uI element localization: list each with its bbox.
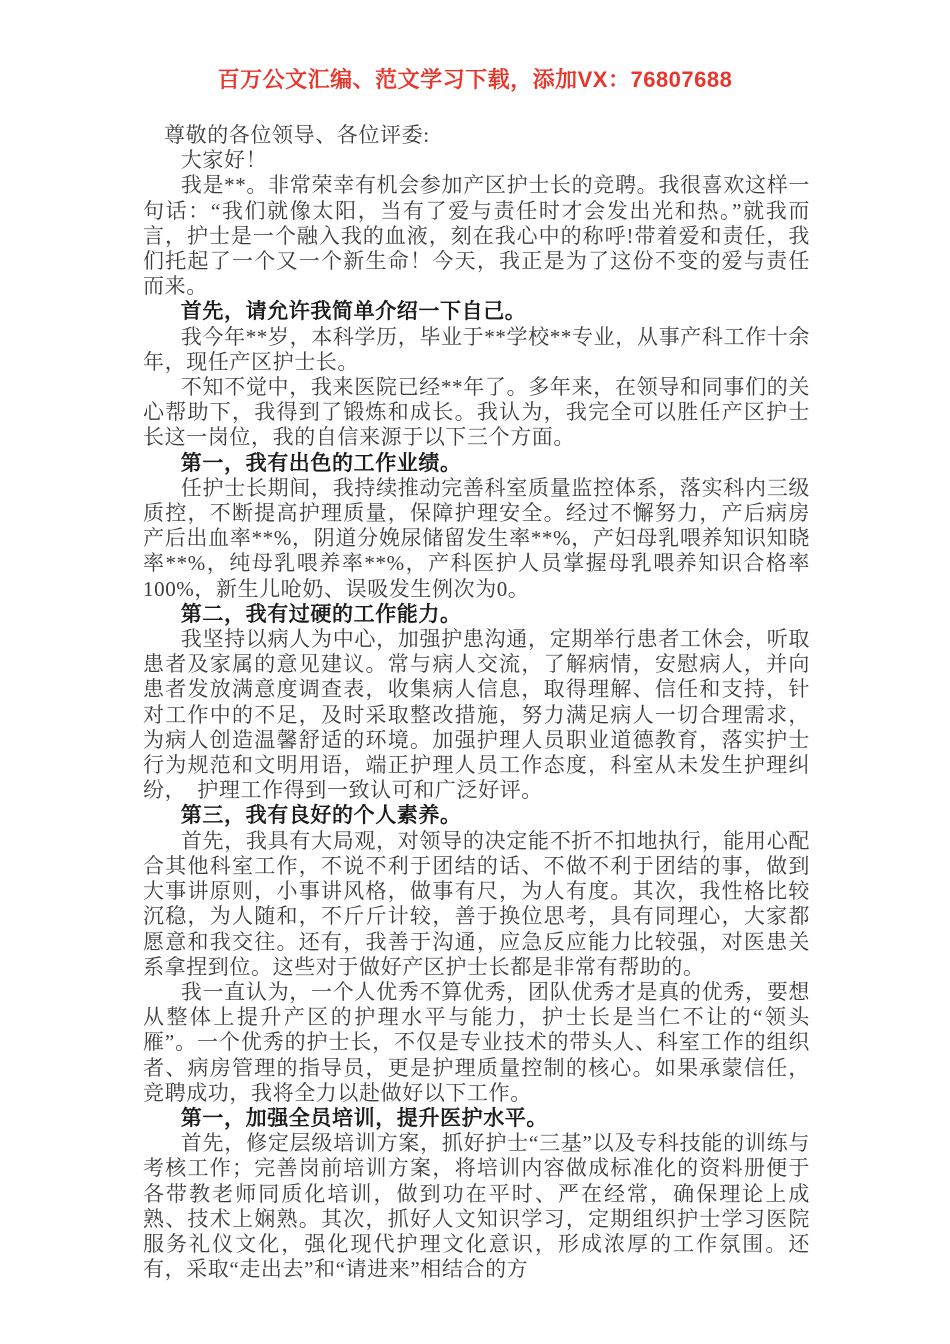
paragraph: 我今年**岁，本科学历，毕业于**学校**专业，从事产科工作十余年，现任产区护士长。 (143, 324, 810, 374)
paragraph: 首先，修定层级培训方案，抓好护士“三基”以及专科技能的训练与考核工作；完善岗前培训方案，将培训内容做成标准化的资料册便于各带教老师同质化培训，做到功在平时、严在经常，确保理论上成熟、技术上娴熟。其次，抓好人文知识学习，定期组织护士学习医院服务礼仪文化，强化现代护理文化意识，形成浓厚的工作氛围。还有，采取“走出去”和“请进来”相结合的方 (143, 1131, 810, 1282)
paragraph: 不知不觉中，我来医院已经**年了。多年来，在领导和同事们的关心帮助下，我得到了锻炼和成长。我认为，我完全可以胜任产区护士长这一岗位，我的自信来源于以下三个方面。 (143, 375, 810, 450)
section-heading: 第一，我有出色的工作业绩。 (180, 450, 462, 475)
paragraph: 任护士长期间，我持续推动完善科室质量监控体系，落实科内三级质控，不断提高护理质量，保障护理安全。经过不懈努力，产后病房产后出血率**%，阴道分娩尿储留发生率**%，产妇母乳喂养知识知晓率**%，纯母乳喂养率**%，产科医护人员掌握母乳喂养知识合格率100%，新生儿呛奶、误吸发生例次为0。 (143, 475, 810, 601)
paragraph: 首先，我具有大局观，对领导的决定能不折不扣地执行，能用心配合其他科室工作，不说不利于团结的话、不做不利于团结的事，做到大事讲原则，小事讲风格，做事有尺，为人有度。其次，我性格比较沉稳，为人随和，不斤斤计较，善于换位思考，具有同理心，大家都愿意和我交往。还有，我善于沟通，应急反应能力比较强，对医患关系拿捏到位。这些对于做好产区护士长都是非常有帮助的。 (143, 828, 810, 979)
section-heading: 第一，加强全员培训，提升医护水平。 (180, 1105, 548, 1130)
promo-banner: 百万公文汇编、范文学习下载，添加VX：76807688 (217, 67, 733, 92)
section-heading: 首先，请允许我简单介绍一下自己。 (180, 299, 527, 324)
paragraph: 大家好！ (180, 148, 268, 173)
paragraph: 我坚持以病人为中心，加强护患沟通，定期举行患者工休会，听取患者及家属的意见建议。常与病人交流，了解病情，安慰病人，并向患者发放满意度调查表，收集病人信息，取得理解、信任和支持，针对工作中的不足，及时采取整改措施，努力满足病人一切合理需求，为病人创造温馨舒适的环境。加强护理人员职业道德教育，落实护士行为规范和文明用语，端正护理人员工作态度，科室从未发生护理纠纷， 护理工作得到一致认可和广泛好评。 (143, 627, 810, 803)
section-heading: 第二，我有过硬的工作能力。 (180, 601, 462, 626)
paragraph: 我一直认为，一个人优秀不算优秀，团队优秀才是真的优秀，要想从整体上提升产区的护理水平与能力，护士长是当仁不让的“领头雁”。一个优秀的护士长，不仅是专业技术的带头人、科室工作的组织者、病房管理的指导员，更是护理质量控制的核心。如果承蒙信任，竞聘成功，我将全力以赴做好以下工作。 (143, 979, 810, 1105)
paragraph: 我是**。非常荣幸有机会参加产区护士长的竞聘。我很喜欢这样一句话：“我们就像太阳，当有了爱与责任时才会发出光和热。”就我而言，护士是一个融入我的血液，刻在我心中的称呼!带着爱和责任，我们托起了一个又一个新生命！今天，我正是为了这份不变的爱与责任而来。 (143, 173, 810, 299)
document-body (143, 123, 810, 1282)
paragraph: 尊敬的各位领导、各位评委: (164, 123, 430, 147)
section-heading: 第三，我有良好的个人素养。 (180, 803, 462, 828)
